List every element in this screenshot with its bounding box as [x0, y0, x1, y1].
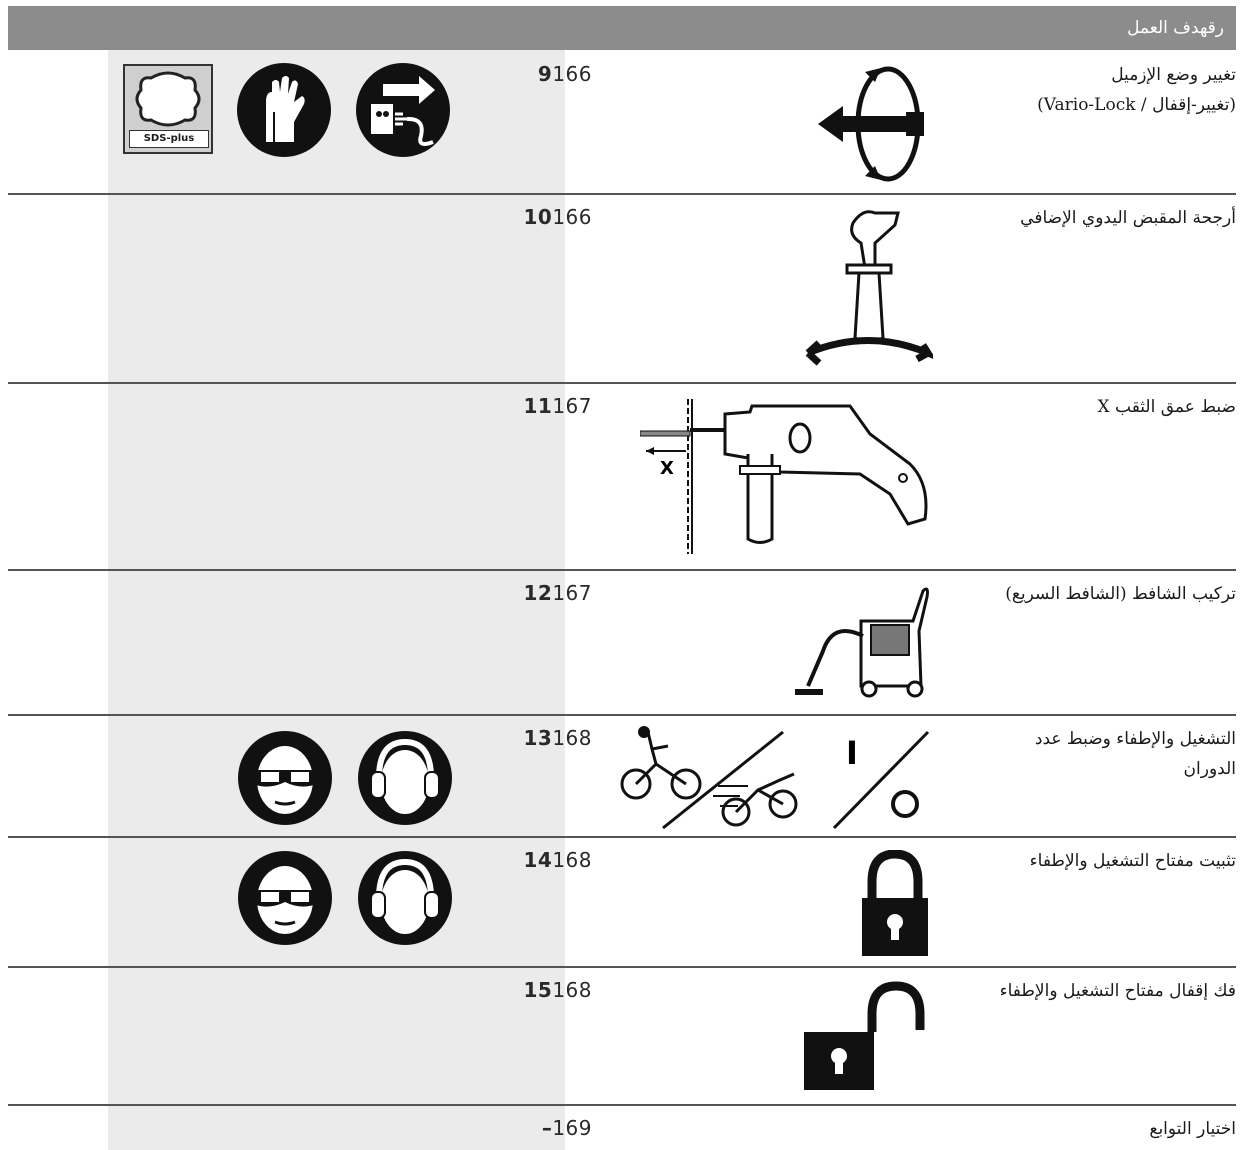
unplug-icon — [355, 62, 451, 158]
row-title: تثبيت مفتاح التشغيل والإطفاء — [1029, 851, 1236, 871]
table-row — [8, 384, 1236, 569]
auxiliary-handle-icon — [803, 203, 933, 378]
ear-protection-icon — [357, 850, 453, 946]
on-off-icon — [828, 724, 938, 832]
table-header-title: رقهدف العمل — [1127, 18, 1224, 38]
page-ref: 9166 — [537, 62, 592, 86]
row-title: أرجحة المقبض اليدوي الإضافي — [1020, 208, 1236, 228]
sds-plus-icon — [123, 64, 213, 154]
ear-protection-icon — [357, 730, 453, 826]
table-header — [8, 6, 1236, 50]
row-title: ضبط عمق الثقب X — [1097, 397, 1236, 417]
eye-protection-icon — [237, 850, 333, 946]
gloves-icon — [236, 62, 332, 158]
eye-protection-icon — [237, 730, 333, 826]
table-row — [8, 195, 1236, 382]
table-row — [8, 1106, 1236, 1150]
on-symbol-label: I — [846, 734, 858, 772]
row-title: تغيير وضع الإزميل — [1111, 65, 1236, 85]
row-title: التشغيل والإطفاء وضبط عدد — [1034, 729, 1236, 749]
lock-closed-icon — [860, 850, 930, 960]
row-subtitle: (تغيير-إقفال / Vario-Lock) — [1037, 95, 1236, 115]
depth-x-label: X — [660, 458, 674, 479]
lock-open-icon — [796, 980, 936, 1095]
row-title: اختيار التوابع — [1149, 1119, 1236, 1139]
table-row — [8, 716, 1236, 836]
table-row — [8, 571, 1236, 714]
vacuum-cleaner-icon — [783, 581, 933, 706]
table-row — [8, 838, 1236, 966]
page-ref: 12167 — [523, 581, 592, 605]
page-ref: –169 — [541, 1116, 592, 1140]
row-title: تركيب الشافط (الشافط السريع) — [1005, 584, 1236, 604]
page-ref: 13168 — [523, 726, 592, 750]
drill-depth-icon — [640, 394, 935, 559]
page-ref: 11167 — [523, 394, 592, 418]
table-row — [8, 968, 1236, 1104]
row-title: فك إقفال مفتاح التشغيل والإطفاء — [999, 981, 1236, 1001]
page-ref: 15168 — [523, 978, 592, 1002]
direction-rotate-icon — [813, 64, 933, 184]
page-ref: 14168 — [523, 848, 592, 872]
table-row — [8, 52, 1236, 193]
sds-plus-label: SDS-plus — [129, 130, 209, 148]
row-subtitle: الدوران — [1183, 759, 1236, 779]
speed-icon — [608, 724, 803, 832]
page-ref: 10166 — [523, 205, 592, 229]
